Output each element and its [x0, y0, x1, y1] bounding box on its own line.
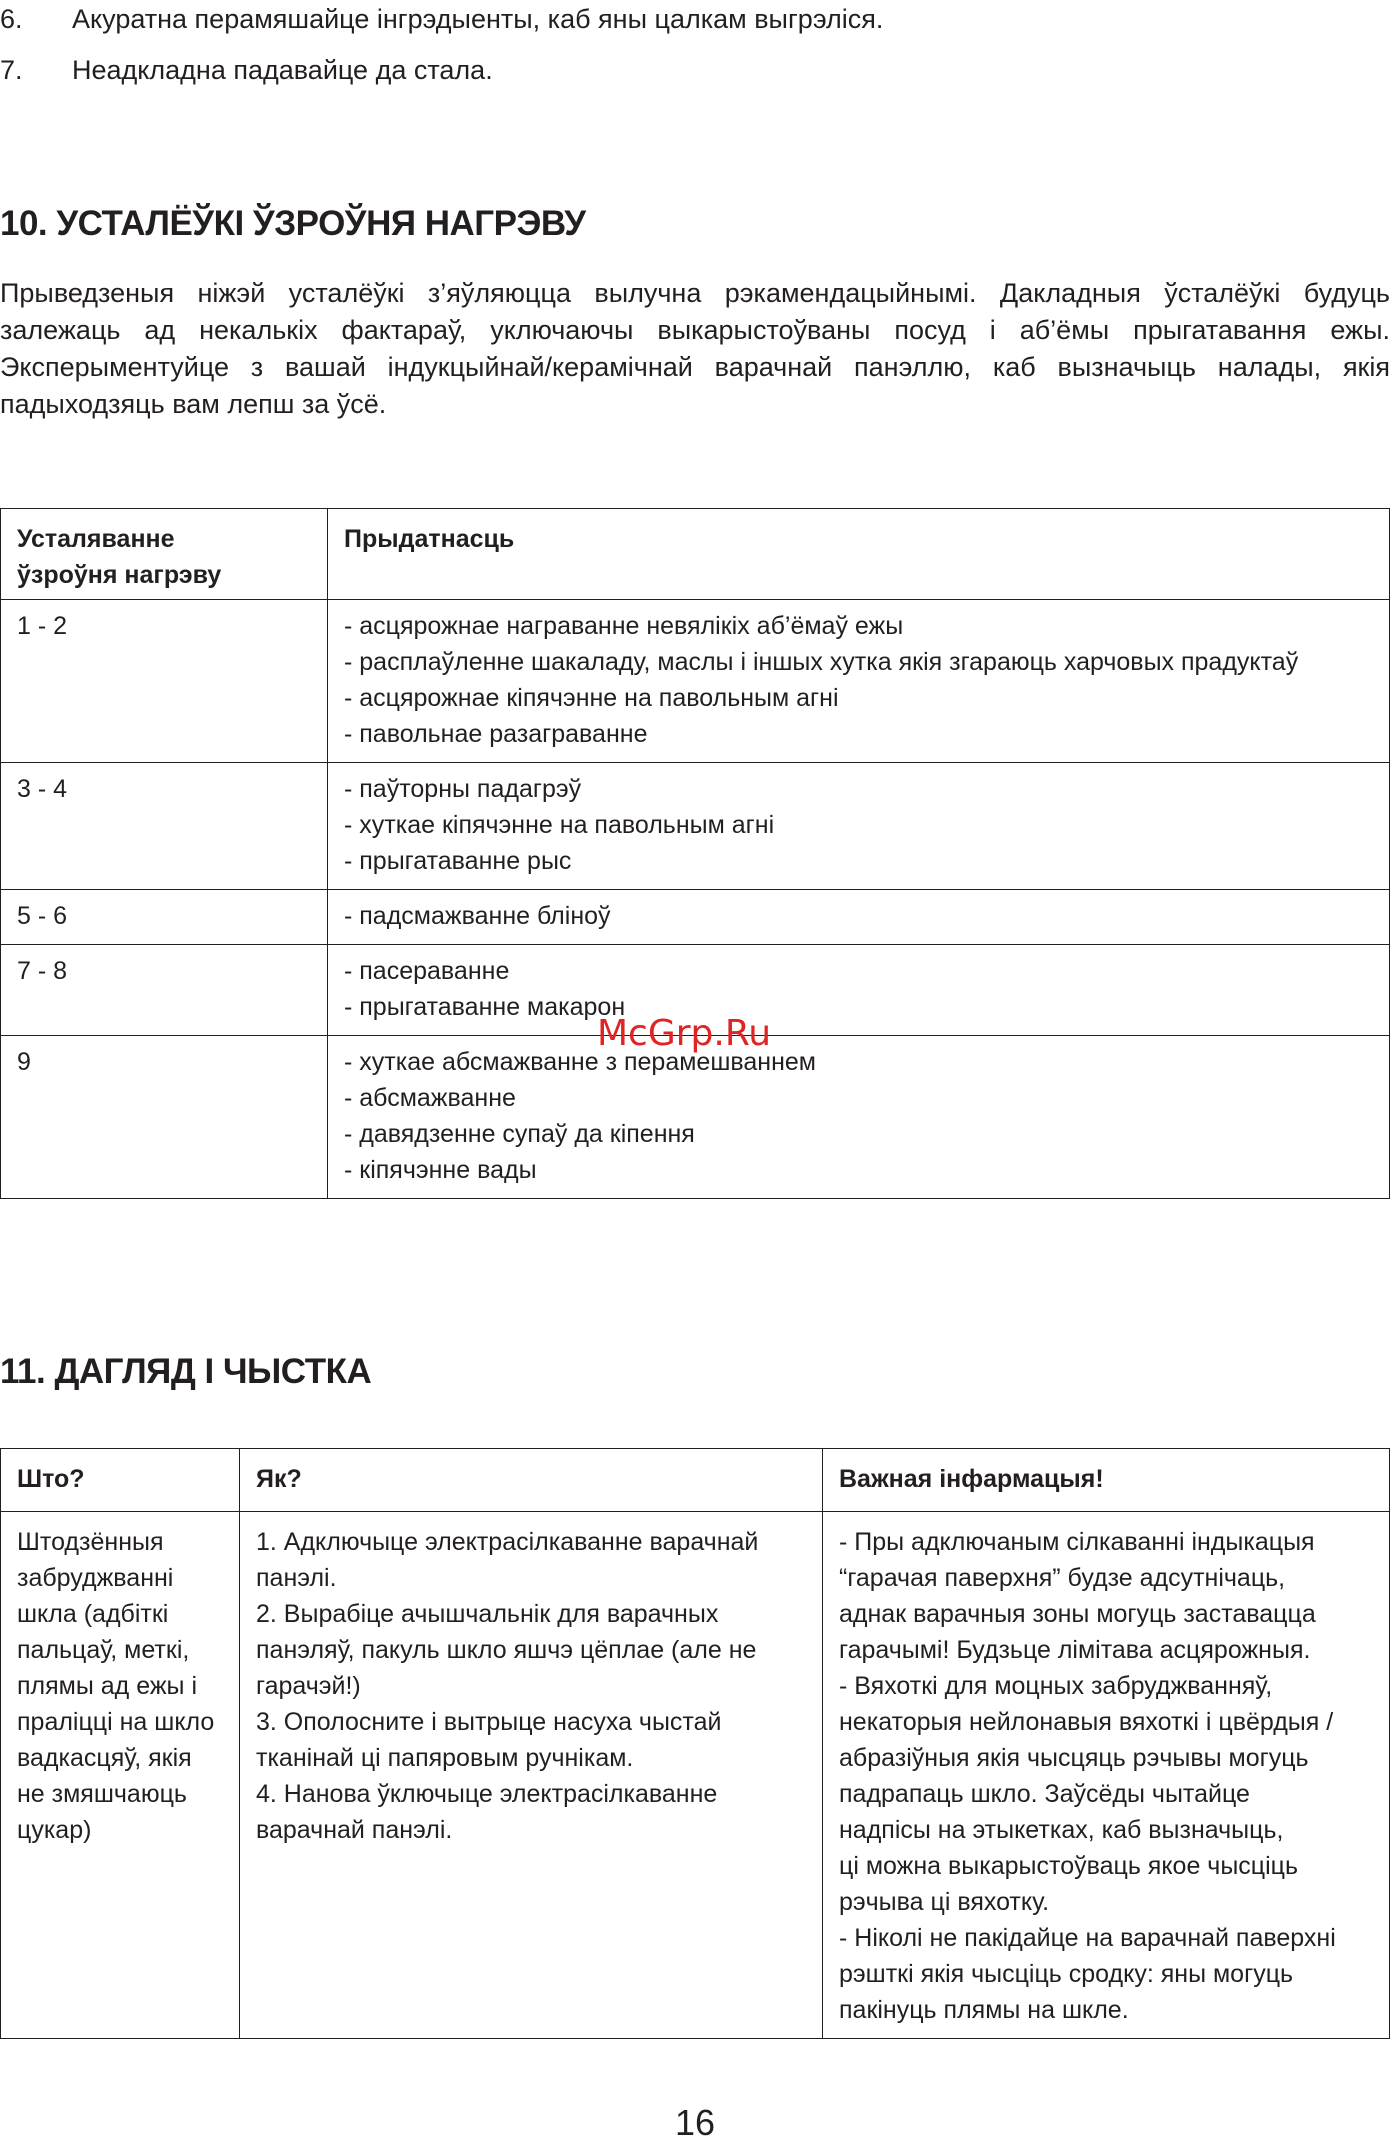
what-line: праліцці на шкло	[17, 1708, 215, 1736]
important-info-cell	[823, 1512, 1390, 2039]
how-line: тканінай ці папяровым ручнікам.	[256, 1744, 634, 1772]
suitability-item: - расплаўленне шакаладу, маслы і іншых хутка якія згараюць харчовых прадуктаў	[344, 648, 1299, 676]
heat-level-cell: 5 - 6	[1, 890, 328, 945]
watermark: McGrp.Ru	[597, 1013, 772, 1054]
step-text: Акуратна перамяшайце інгрэдыенты, каб яны цалкам выгрэліся.	[72, 4, 884, 34]
intro-line: падыходзяць вам лепш за ўсё.	[0, 389, 387, 419]
suitability-item: - павольнае разаграванне	[344, 720, 648, 748]
info-line: рэшткі якія чысціць сродку: яны могуць	[839, 1960, 1294, 1988]
what-line: не змяшчаюць	[17, 1780, 187, 1808]
how-line: панэляў, пакуль шкло яшчэ цёплае (але не	[256, 1636, 757, 1664]
info-line: - Вяхоткі для моцных забруджванняў,	[839, 1672, 1273, 1700]
heat-level-cell: 9	[1, 1036, 328, 1199]
what-line: плямы ад ежы і	[17, 1672, 198, 1700]
info-line: - Ніколі не пакідайце на варачнай паверхні	[839, 1924, 1336, 1952]
heat-level-cell: 1 - 2	[1, 600, 328, 763]
suitability-item: - прыгатаванне макарон	[344, 993, 626, 1021]
suitability-cell	[328, 890, 1390, 945]
table-row	[1, 1512, 1390, 2039]
what-line: шкла (адбіткі	[17, 1600, 169, 1628]
suitability-item: - паўторны падагрэў	[344, 775, 582, 803]
how-line: варачнай панэлі.	[256, 1816, 453, 1844]
intro-line: залежаць ад некалькіх фактараў, уключаючы выкарыстоўваны посуд і аб’ёмы прыгатавання ежы.	[0, 315, 1390, 345]
header-heat-level: Усталяванне ўзроўня нагрэву	[1, 509, 328, 600]
info-line: аднак варачныя зоны могуць заставацца	[839, 1600, 1316, 1628]
header-important-info: Важная інфармацыя!	[823, 1449, 1390, 1512]
info-line: надпісы на этыкетках, каб вызначыць,	[839, 1816, 1284, 1844]
how-line: панэлі.	[256, 1564, 337, 1592]
suitability-item: - абсмажванне	[344, 1084, 516, 1112]
step-text: Неадкладна падавайце да стала.	[72, 55, 493, 85]
what-line: вадкасцяў, якія	[17, 1744, 192, 1772]
step-number: 7.	[0, 55, 23, 85]
section-11-title: 11. ДАГЛЯД І ЧЫСТКА	[0, 1352, 372, 1391]
how-line: 4. Нанова ўключыце электрасілкаванне	[256, 1780, 718, 1808]
table-row	[1, 1036, 1390, 1199]
suitability-item: - асцярожнае награванне невялікіх аб’ёмаў ежы	[344, 612, 904, 640]
suitability-cell	[328, 600, 1390, 763]
suitability-item: - пасераванне	[344, 957, 510, 985]
section-10-title: 10. УСТАЛЁЎКІ ЎЗРОЎНЯ НАГРЭВУ	[0, 204, 586, 243]
what-line: цукар)	[17, 1816, 92, 1844]
section-10-intro	[0, 275, 1390, 423]
how-line: 3. Ополосните і вытрыце насуха чыстай	[256, 1708, 722, 1736]
info-line: гарачымі! Будзьце лімітава асцярожныя.	[839, 1636, 1311, 1664]
info-line: “гарачая паверхня” будзе адсутнічаць,	[839, 1564, 1286, 1592]
what-cell	[1, 1512, 240, 2039]
header-how: Як?	[240, 1449, 823, 1512]
info-line: пакінуць плямы на шкле.	[839, 1996, 1129, 2024]
info-line: абразіўныя якія чысцяць рэчывы могуць	[839, 1744, 1309, 1772]
suitability-item: - прыгатаванне рыс	[344, 847, 572, 875]
heat-level-cell: 7 - 8	[1, 945, 328, 1036]
info-line: ці можна выкарыстоўваць якое чысціць	[839, 1852, 1299, 1880]
what-line: Штодзённыя	[17, 1528, 164, 1556]
table-row	[1, 890, 1390, 945]
info-line: падрапаць шкло. Заўсёды чытайце	[839, 1780, 1250, 1808]
suitability-item: - падсмажванне бліноў	[344, 902, 611, 930]
how-line: гарачэй!)	[256, 1672, 361, 1700]
heat-level-cell: 3 - 4	[1, 763, 328, 890]
suitability-cell	[328, 763, 1390, 890]
table-row	[1, 763, 1390, 890]
suitability-item: - давядзенне супаў да кіпення	[344, 1120, 695, 1148]
heat-settings-table	[0, 508, 1390, 1199]
suitability-item: - асцярожнае кіпячэнне на павольным агні	[344, 684, 839, 712]
how-line: 1. Адключыце электрасілкаванне варачнай	[256, 1528, 759, 1556]
intro-line: Прыведзеныя ніжэй усталёўкі з’яўляюцца вылучна рэкамендацыйнымі. Дакладныя ўсталёўкі будуць	[0, 278, 1390, 308]
what-line: забруджванні	[17, 1564, 174, 1592]
table-header-row	[1, 1449, 1390, 1512]
header-what: Што?	[1, 1449, 240, 1512]
table-row	[1, 600, 1390, 763]
info-line: некаторыя нейлонавыя вяхоткі і цвёрдыя /	[839, 1708, 1334, 1736]
suitability-cell	[328, 945, 1390, 1036]
suitability-item: - хуткае кіпячэнне на павольным агні	[344, 811, 775, 839]
info-line: - Пры адключаным сілкаванні індыкацыя	[839, 1528, 1315, 1556]
table-header-row	[1, 509, 1390, 600]
info-line: рэчыва ці вяхотку.	[839, 1888, 1050, 1916]
header-suitability: Прыдатнасць	[328, 509, 1390, 600]
suitability-item: - хуткае абсмажванне з перамешваннем	[344, 1048, 816, 1076]
what-line: пальцаў, меткі,	[17, 1636, 190, 1664]
step-7	[0, 53, 1390, 87]
step-6	[0, 2, 1390, 36]
suitability-cell	[328, 1036, 1390, 1199]
how-line: 2. Вырабіце ачышчальнік для варачных	[256, 1600, 719, 1628]
how-cell	[240, 1512, 823, 2039]
suitability-item: - кіпячэнне вады	[344, 1156, 537, 1184]
care-cleaning-table	[0, 1448, 1390, 2039]
page-number: 16	[674, 2102, 716, 2143]
step-number: 6.	[0, 4, 23, 34]
intro-line: Эксперыментуйце з вашай індукцыйнай/керамічнай варачнай панэллю, каб вызначыць налады, якія	[0, 352, 1390, 382]
